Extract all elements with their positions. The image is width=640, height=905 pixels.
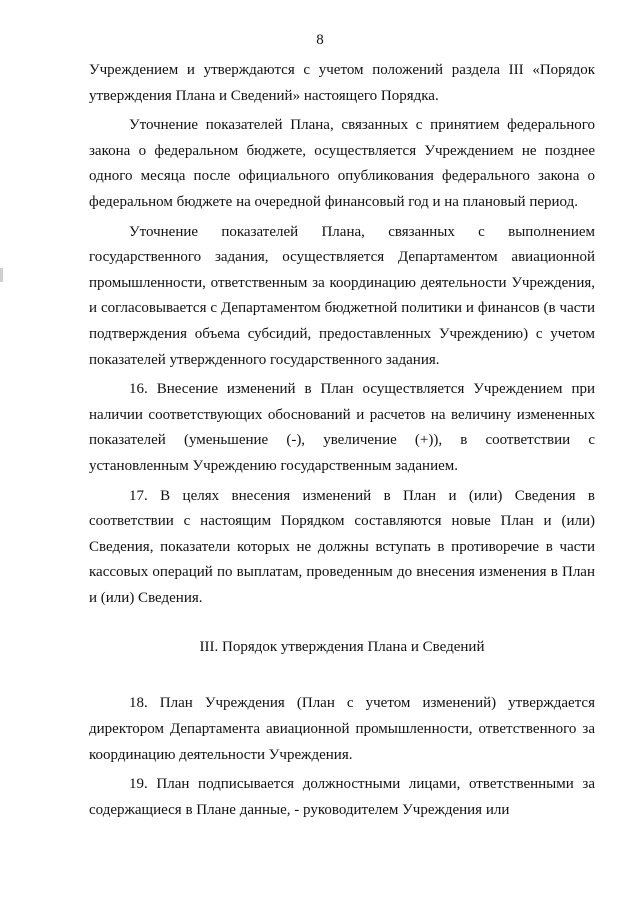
paragraph-state-task-update: Уточнение показателей Плана, связанных с выполнением государственного задания, осуществляется Департаментом авиационной промышленности, ответственным за координацию деятельности Учреждения, и согласовывается с Департаментом бюджетной политики и финансов (в части подтверждения объема субсидий, предоставленных Учреждению) с учетом показателей утвержденного государственного задания. [89, 223, 595, 368]
paragraph-item-19: 19. План подписывается должностными лицами, ответственными за содержащиеся в Плане данные, - руководителем Учреждения или [89, 776, 595, 818]
paragraph-item-17: 17. В целях внесения изменений в План и (или) Сведения в соответствии с настоящим Порядком составляются новые План и (или) Сведения, показатели которых не должны вступать в противоречие в части кассовых операций по выплатам, проведенным до внесения изменения в План и (или) Сведения. [89, 487, 595, 606]
section-heading: III. Порядок утверждения Плана и Сведений [199, 639, 485, 656]
page-number: 8 [316, 32, 324, 48]
paragraph-budget-law-update: Уточнение показателей Плана, связанных с принятием федерального закона о федеральном бюджете, осуществляется Учреждением не позднее одного месяца после официального опубликования федерального закона о федеральном бюджете на очередной финансовый год и на плановый период. [89, 117, 595, 210]
scan-edge-mark [0, 268, 3, 282]
paragraph-continuation: Учреждением и утверждаются с учетом положений раздела III «Порядок утверждения Плана и Сведений» настоящего Порядка. [89, 62, 595, 104]
document-body [89, 58, 595, 823]
paragraph-item-18: 18. План Учреждения (План с учетом изменений) утверждается директором Департамента авиационной промышленности, ответственного за координацию деятельности Учреждения. [89, 695, 595, 763]
paragraph-item-16: 16. Внесение изменений в План осуществляется Учреждением при наличии соответствующих обоснований и расчетов на величину измененных показателей (уменьшение (-), увеличение (+)), в соответствии с установленным Учреждению государственным заданием. [89, 381, 595, 474]
